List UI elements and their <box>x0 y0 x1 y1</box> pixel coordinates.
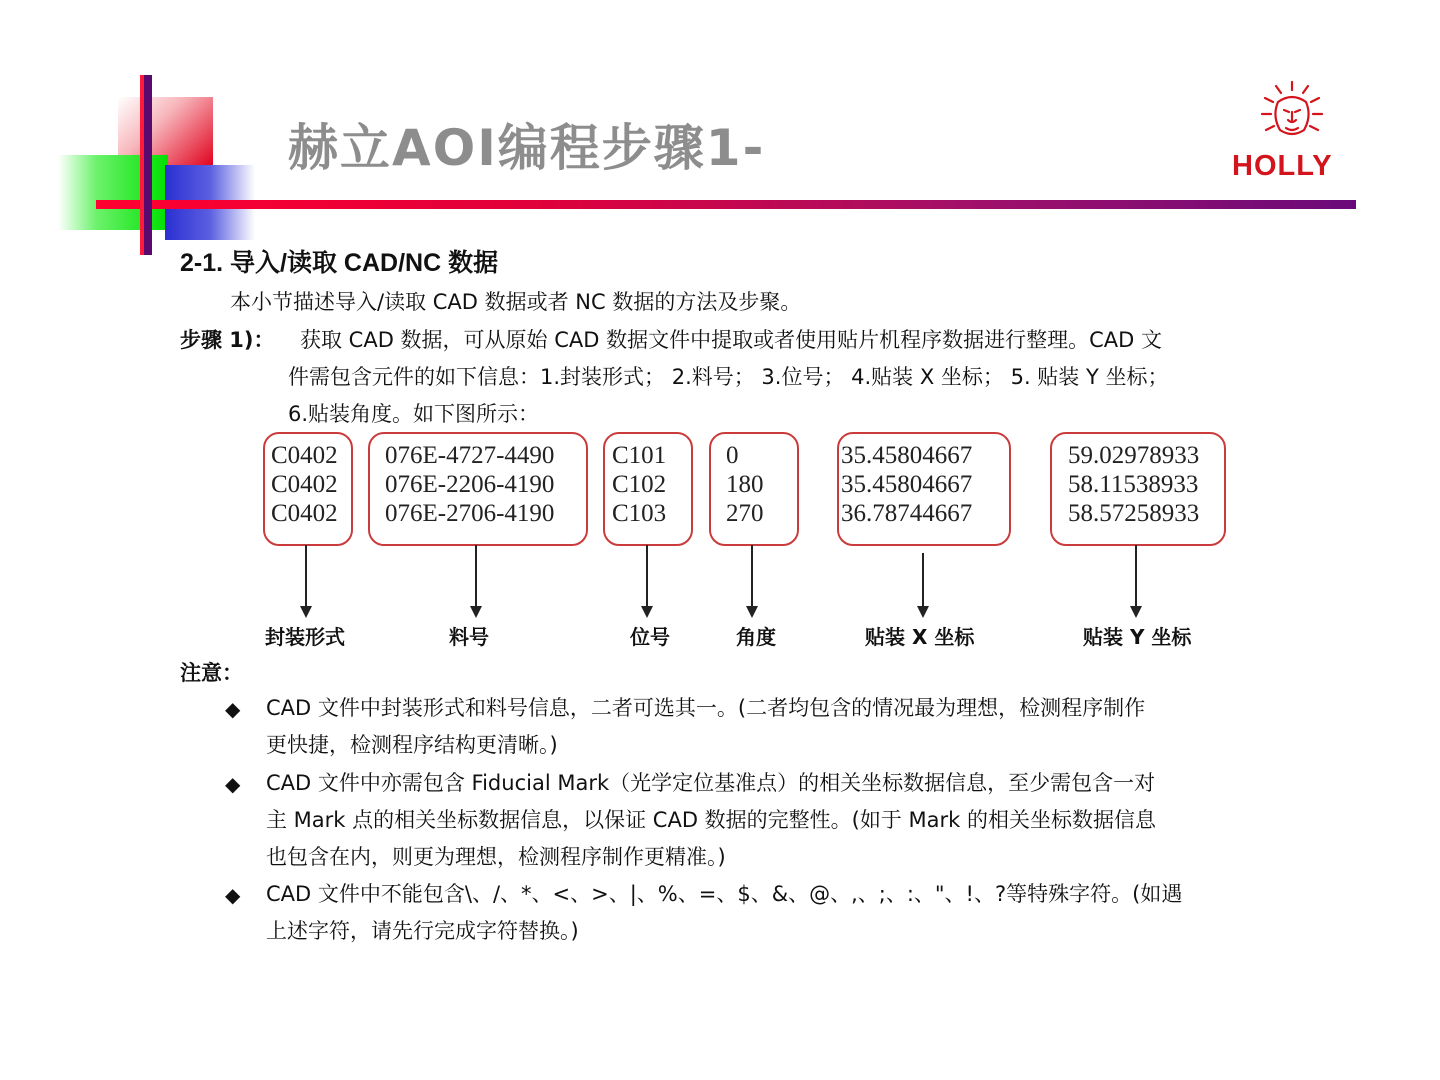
arrow-head-icon <box>1130 606 1142 618</box>
cad-value: C102 <box>612 471 667 498</box>
header-rule <box>96 200 1356 209</box>
arrow-line <box>646 545 648 607</box>
lion-head-icon <box>1256 76 1328 148</box>
cad-label-angle: 角度 <box>736 625 776 649</box>
note-line: 上述字符，请先行完成字符替换。) <box>266 919 579 943</box>
arrow-line <box>1135 545 1137 607</box>
bullet-diamond-icon: ◆ <box>225 883 241 907</box>
note-line: 主 Mark 点的相关坐标数据信息，以保证 CAD 数据的完整性。(如于 Mark 的相关坐标数据信息 <box>266 808 1157 832</box>
cad-value: C0402 <box>271 442 338 469</box>
cad-value: C0402 <box>271 471 338 498</box>
note-line: 更快捷，检测程序结构更清晰。) <box>266 733 558 757</box>
arrow-line <box>751 545 753 607</box>
cad-label-package: 封装形式 <box>265 625 345 649</box>
note-line: CAD 文件中不能包含\、/、*、<、>、|、%、=、$、&、@、,、;、:、"、!、?等特殊字符。(如遇 <box>266 882 1183 906</box>
arrow-head-icon <box>641 606 653 618</box>
arrow-line <box>922 553 924 607</box>
cad-value: 36.78744667 <box>841 500 973 527</box>
arrow-head-icon <box>746 606 758 618</box>
step-label: 步骤 1)： <box>180 328 275 352</box>
cad-label-refdes: 位号 <box>630 625 670 649</box>
intro-paragraph: 本小节描述导入/读取 CAD 数据或者 NC 数据的方法及步聚。 <box>230 290 802 314</box>
cad-value: 076E-2206-4190 <box>385 471 555 498</box>
cad-value: 59.02978933 <box>1068 442 1200 469</box>
cad-value: 58.11538933 <box>1068 471 1199 498</box>
cad-value: C0402 <box>271 500 338 527</box>
notes-title: 注意： <box>180 661 243 685</box>
bullet-diamond-icon: ◆ <box>225 697 241 721</box>
note-line: CAD 文件中封装形式和料号信息，二者可选其一。(二者均包含的情况最为理想，检测程序制作 <box>266 696 1146 720</box>
note-item-1 <box>266 690 1301 764</box>
cad-value: 076E-4727-4490 <box>385 442 555 469</box>
step-text-line-3: 6.贴装角度。如下图所示： <box>288 402 540 426</box>
cad-value: 0 <box>726 442 739 469</box>
cad-value: 58.57258933 <box>1068 500 1200 527</box>
note-line: CAD 文件中亦需包含 Fiducial Mark（光学定位基准点）的相关坐标数据信息，至少需包含一对 <box>266 771 1156 795</box>
arrow-line <box>305 545 307 607</box>
cad-value: 35.45804667 <box>841 471 973 498</box>
cad-label-y: 贴装 Y 坐标 <box>1083 625 1192 649</box>
cad-values-partno <box>385 441 554 528</box>
cad-values-x <box>841 441 972 528</box>
cad-values-y <box>1068 441 1199 528</box>
cad-value: 35.45804667 <box>841 442 973 469</box>
cad-value: C101 <box>612 442 667 469</box>
note-line: 也包含在内，则更为理想，检测程序制作更精准。) <box>266 845 726 869</box>
arrow-head-icon <box>300 606 312 618</box>
cad-values-package <box>271 441 338 528</box>
note-item-3 <box>266 876 1301 950</box>
note-item-2 <box>266 765 1301 876</box>
step-text-line-1: 获取 CAD 数据，可从原始 CAD 数据文件中提取或者使用贴片机程序数据进行整理。CAD 文 <box>300 328 1162 352</box>
cad-values-refdes <box>612 441 666 528</box>
logo-text: HOLLY <box>1232 150 1333 182</box>
arrow-head-icon <box>917 606 929 618</box>
cad-label-partno: 料号 <box>449 625 489 649</box>
slide-title: 赫立AOI编程步骤1- <box>288 119 766 177</box>
cad-label-x: 贴装 X 坐标 <box>865 625 975 649</box>
cad-value: 076E-2706-4190 <box>385 500 555 527</box>
arrow-head-icon <box>470 606 482 618</box>
decor-vertical-red-line <box>140 75 144 255</box>
cad-value: 180 <box>726 471 764 498</box>
step-text-line-2: 件需包含元件的如下信息：1.封装形式； 2.料号； 3.位号； 4.贴装 X 坐标； 5. 贴装 Y 坐标； <box>288 365 1169 389</box>
cad-values-angle <box>726 441 764 528</box>
cad-value: 270 <box>726 500 764 527</box>
cad-value: C103 <box>612 500 667 527</box>
section-heading: 2-1. 导入/读取 CAD/NC 数据 <box>180 249 499 277</box>
step-text-continued <box>288 359 1300 433</box>
arrow-line <box>475 545 477 607</box>
bullet-diamond-icon: ◆ <box>225 772 241 796</box>
